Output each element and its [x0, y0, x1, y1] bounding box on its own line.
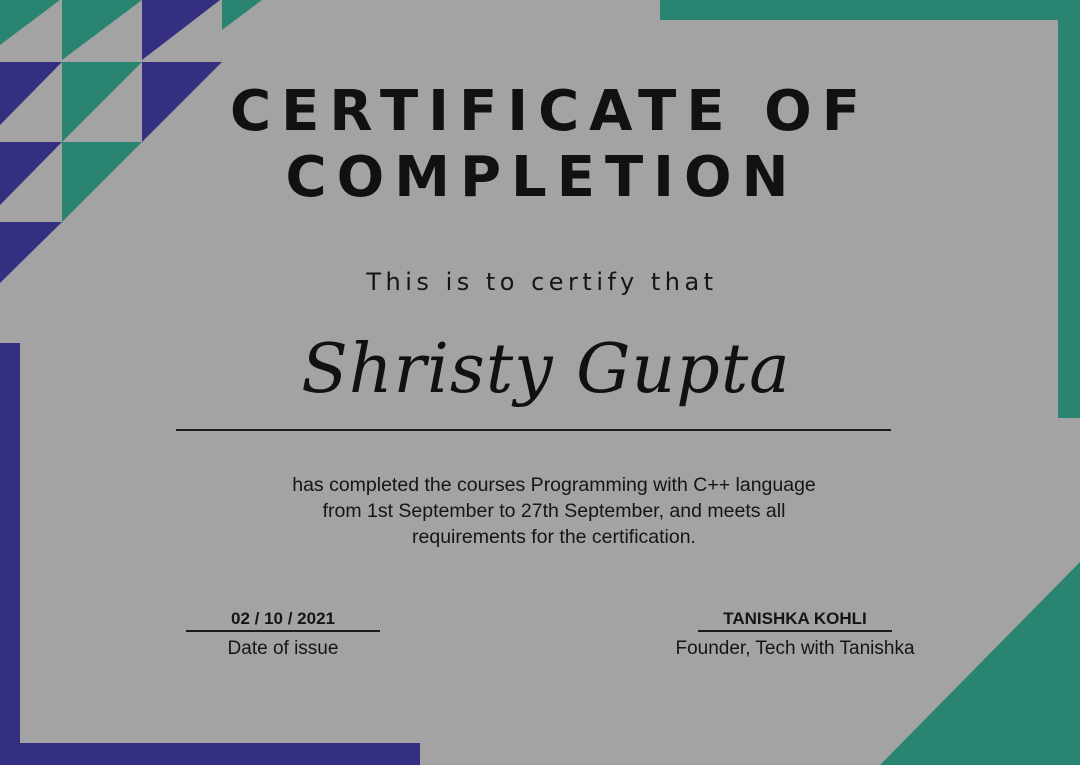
signer-name: TANISHKA KOHLI [723, 609, 867, 628]
date-underline [186, 630, 380, 632]
date-of-issue-block [178, 609, 388, 660]
completion-description [240, 472, 868, 550]
recipient-underline [176, 429, 891, 431]
signer-underline [698, 630, 892, 632]
top-left-triangle-pattern [0, 0, 262, 283]
title-line-2: COMPLETION [285, 145, 799, 210]
description-line: has completed the courses Programming with C++ language [292, 474, 816, 496]
recipient-name: Shristy Gupta [301, 330, 791, 409]
description-line: from 1st September to 27th September, and meets all [322, 500, 786, 522]
date-label: Date of issue [227, 638, 339, 659]
certify-text: This is to certify that [366, 268, 718, 296]
description-line: requirements for the certification. [412, 526, 696, 548]
signer-title: Founder, Tech with Tanishka [675, 638, 915, 659]
signer-block [650, 609, 940, 660]
issue-date: 02 / 10 / 2021 [231, 609, 335, 628]
title-line-1: CERTIFICATE OF [230, 79, 870, 144]
bottom-right-triangle [880, 562, 1080, 765]
